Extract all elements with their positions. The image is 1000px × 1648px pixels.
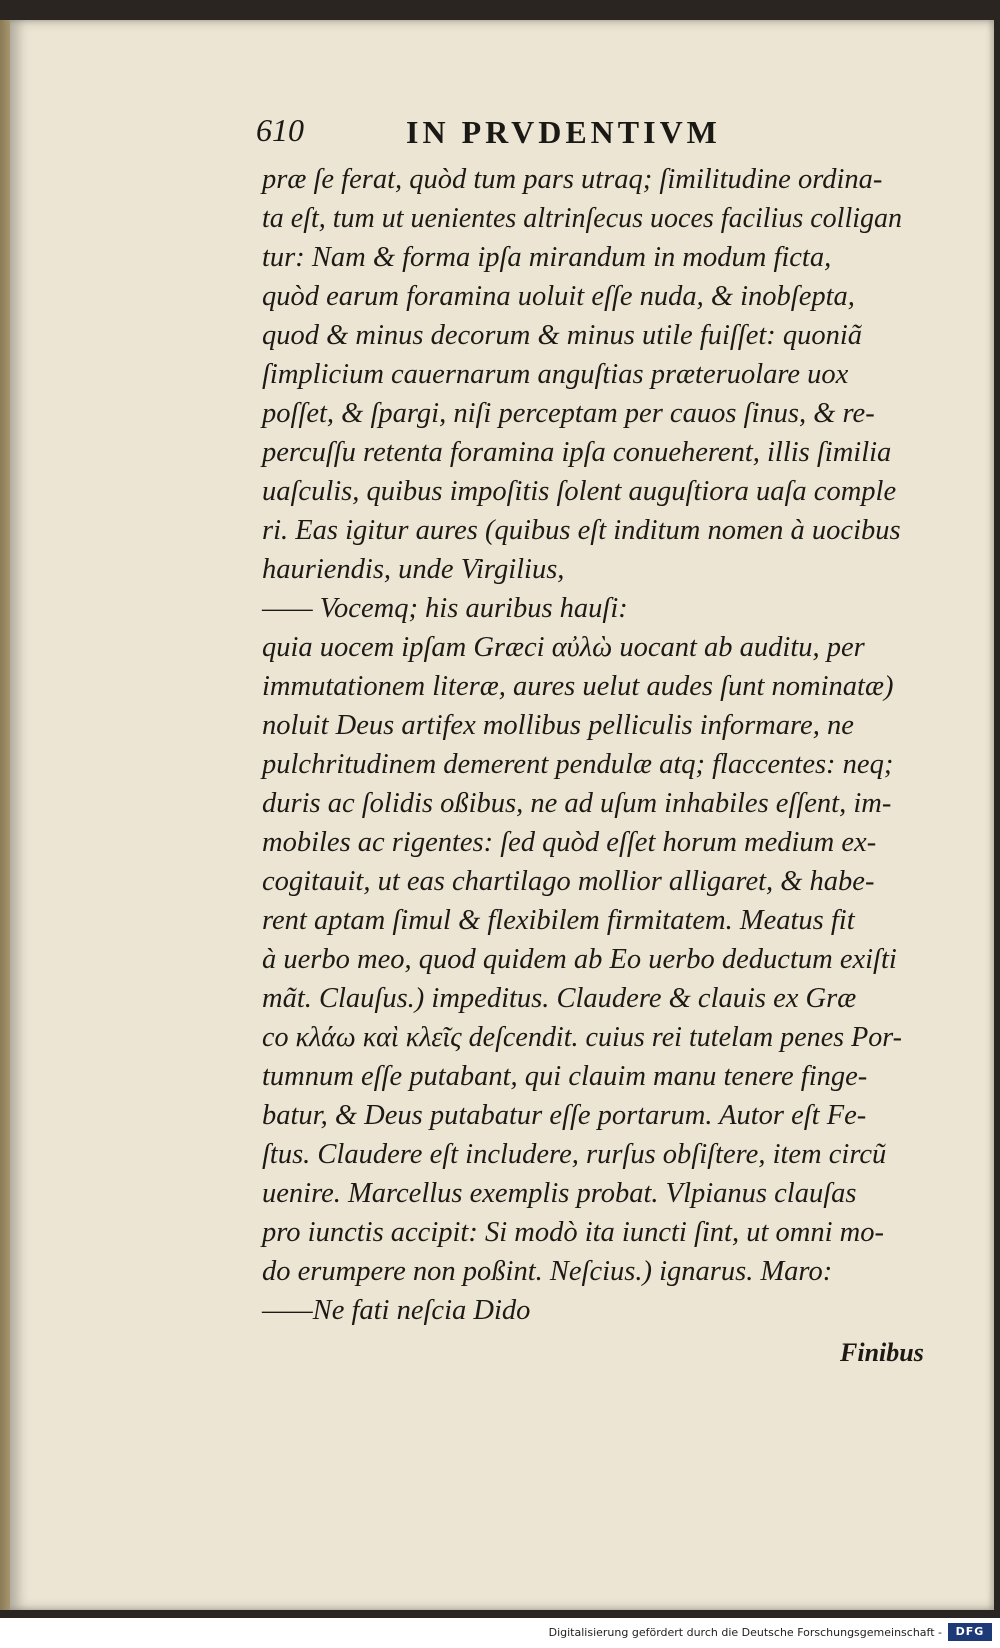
footer-bar	[0, 1618, 1000, 1648]
text-line: hauriendis, unde Virgilius,	[262, 554, 565, 585]
text-line: quod & minus decorum & minus utile fuiſſet: quoniã	[262, 320, 863, 351]
text-line: mobiles ac rigentes: ſed quòd eſſet horum medium ex-	[262, 827, 877, 858]
text-line: do erumpere non poßint. Neſcius.) ignarus. Maro:	[262, 1256, 833, 1287]
text-line: —— Vocemq; his auribus hauſi:	[262, 593, 628, 624]
text-line: ri. Eas igitur aures (quibus eſt inditum nomen à uocibus	[262, 515, 901, 546]
text-line: præ ſe ferat, quòd tum pars utraq; ſimilitudine ordina-	[262, 164, 883, 195]
text-line: ——Ne fati neſcia Dido	[262, 1295, 531, 1326]
text-line: ſtus. Claudere eſt includere, rurſus obſiſtere, item circũ	[262, 1139, 887, 1170]
running-title: IN PRVDENTIVM	[406, 114, 721, 150]
text-line: pulchritudinem demerent pendulæ atq; flaccentes: neq;	[262, 749, 894, 780]
text-line: uaſculis, quibus impoſitis ſolent auguſtiora uaſa comple	[262, 476, 897, 507]
body-text	[262, 160, 902, 1330]
text-line: pro iunctis accipit: Si modò ita iuncti ſint, ut omni mo-	[262, 1217, 884, 1248]
text-line: tumnum eſſe putabant, qui clauim manu tenere finge-	[262, 1061, 868, 1092]
text-line: cogitauit, ut eas chartilago mollior alligaret, & habe-	[262, 866, 875, 897]
text-line: à uerbo meo, quod quidem ab Eo uerbo deductum exiſti	[262, 944, 897, 975]
text-line: co κλάω καὶ κλεῖς deſcendit. cuius rei tutelam penes Por-	[262, 1022, 902, 1053]
text-line: rent aptam ſimul & flexibilem firmitatem. Meatus fit	[262, 905, 855, 936]
text-line: duris ac ſolidis oßibus, ne ad uſum inhabiles eſſent, im-	[262, 788, 892, 819]
text-line: ta eſt, tum ut uenientes altrinſecus uoces facilius colligan	[262, 203, 902, 234]
text-line: ſimplicium cauernarum anguſtias præteruolare uox	[262, 359, 849, 390]
text-line: quia uocem ipſam Græci αὐλὼ uocant ab auditu, per	[262, 632, 865, 663]
page-header	[256, 112, 816, 152]
text-line: mãt. Clauſus.) impeditus. Claudere & clauis ex Græ	[262, 983, 857, 1014]
text-line: quòd earum foramina uoluit eſſe nuda, & inobſepta,	[262, 281, 855, 312]
footer-credit: Digitalisierung gefördert durch die Deutsche Forschungsgemeinschaft -	[548, 1626, 942, 1639]
text-line: immutationem literæ, aures uelut audes ſunt nominatæ)	[262, 671, 894, 702]
text-line: percuſſu retenta foramina ipſa conueherent, illis ſimilia	[262, 437, 892, 468]
dfg-logo: DFG	[948, 1623, 992, 1641]
page-number: 610	[256, 112, 304, 148]
text-line: batur, & Deus putabatur eſſe portarum. Autor eſt Fe-	[262, 1100, 867, 1131]
text-line: noluit Deus artifex mollibus pelliculis informare, ne	[262, 710, 854, 741]
catchword: Finibus	[840, 1338, 924, 1367]
text-line: tur: Nam & forma ipſa mirandum in modum ficta,	[262, 242, 832, 273]
text-line: uenire. Marcellus exemplis probat. Vlpianus clauſas	[262, 1178, 857, 1209]
text-line: poſſet, & ſpargi, niſi perceptam per cauos ſinus, & re-	[262, 398, 875, 429]
